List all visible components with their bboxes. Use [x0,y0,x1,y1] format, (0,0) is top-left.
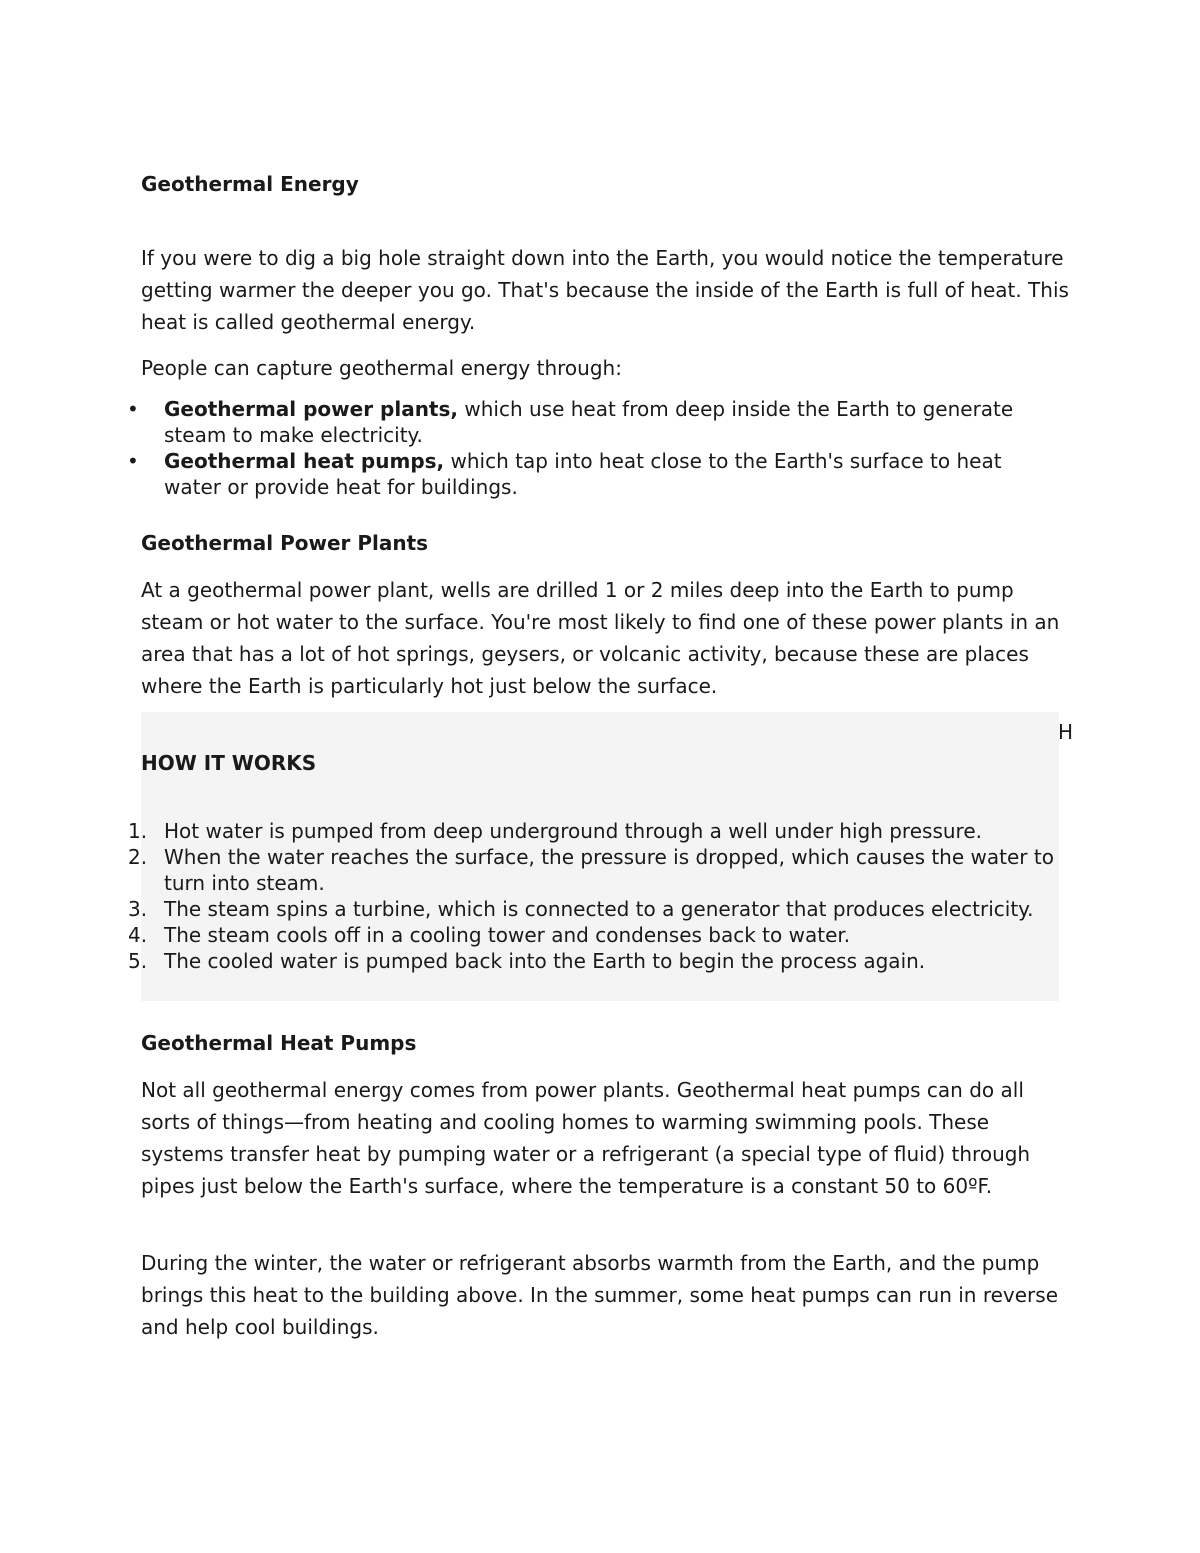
step-number: 1. [128,819,148,843]
how-it-works-steps [0,818,1100,974]
step-item [0,948,1064,974]
heat-pumps-paragraph-1: Not all geothermal energy comes from power plants. Geothermal heat pumps can do all sorts of things—from heating and cooling homes to warming swimming pools. These systems transfer heat by pumping water or a refrigerant (a special type of fluid) through pipes just below the Earth's surface, where the temperature is a constant 50 to 60ºF. [141,1078,1031,1198]
step-item [0,896,1064,922]
heat-pumps-heading: Geothermal Heat Pumps [141,1031,417,1055]
step-number: 2. [128,845,148,869]
step-text: The steam spins a turbine, which is connected to a generator that produces electricity. [164,897,1034,921]
power-plants-paragraph: At a geothermal power plant, wells are drilled 1 or 2 miles deep into the Earth to pump steam or hot water to the surface. You're most likely to find one of these power plants in an area that has a lot of hot springs, geysers, or volcanic activity, because these are places where the Earth is particularly hot just below the surface. [141,578,1060,698]
bullet-icon: • [127,449,139,473]
step-text: Hot water is pumped from deep underground through a well under high pressure. [164,819,982,843]
step-text: When the water reaches the surface, the pressure is dropped, which causes the water to turn into steam. [164,845,1054,895]
item-text: which tap into heat close to the Earth's surface to heat water or provide heat for buildings. [164,449,1002,499]
step-number: 5. [128,949,148,973]
item-bold-label: Geothermal heat pumps, [164,449,445,473]
page-title: Geothermal Energy [141,172,359,196]
step-item [0,922,1064,948]
list-item [0,396,1044,448]
item-text: which use heat from deep inside the Earth to generate steam to make electricity. [164,397,1014,447]
capture-lead: People can capture geothermal energy through: [141,356,622,380]
step-text: The cooled water is pumped back into the Earth to begin the process again. [164,949,926,973]
power-plants-heading: Geothermal Power Plants [141,531,429,555]
stray-letter: H [1058,720,1074,744]
intro-paragraph: If you were to dig a big hole straight down into the Earth, you would notice the temperature getting warmer the deeper you go. That's because the inside of the Earth is full of heat. This heat is called geothermal energy. [141,246,1069,334]
list-item [0,448,1044,500]
bullet-icon: • [127,397,139,421]
heat-pumps-paragraph-2: During the winter, the water or refrigerant absorbs warmth from the Earth, and the pump brings this heat to the building above. In the summer, some heat pumps can run in reverse and help cool buildings. [141,1251,1058,1339]
step-item [0,818,1064,844]
step-number: 3. [128,897,148,921]
how-it-works-heading: HOW IT WORKS [141,751,317,775]
step-text: The steam cools off in a cooling tower and condenses back to water. [164,923,851,947]
step-item [0,844,1064,896]
step-number: 4. [128,923,148,947]
item-bold-label: Geothermal power plants, [164,397,458,421]
capture-methods-list [0,396,1100,500]
